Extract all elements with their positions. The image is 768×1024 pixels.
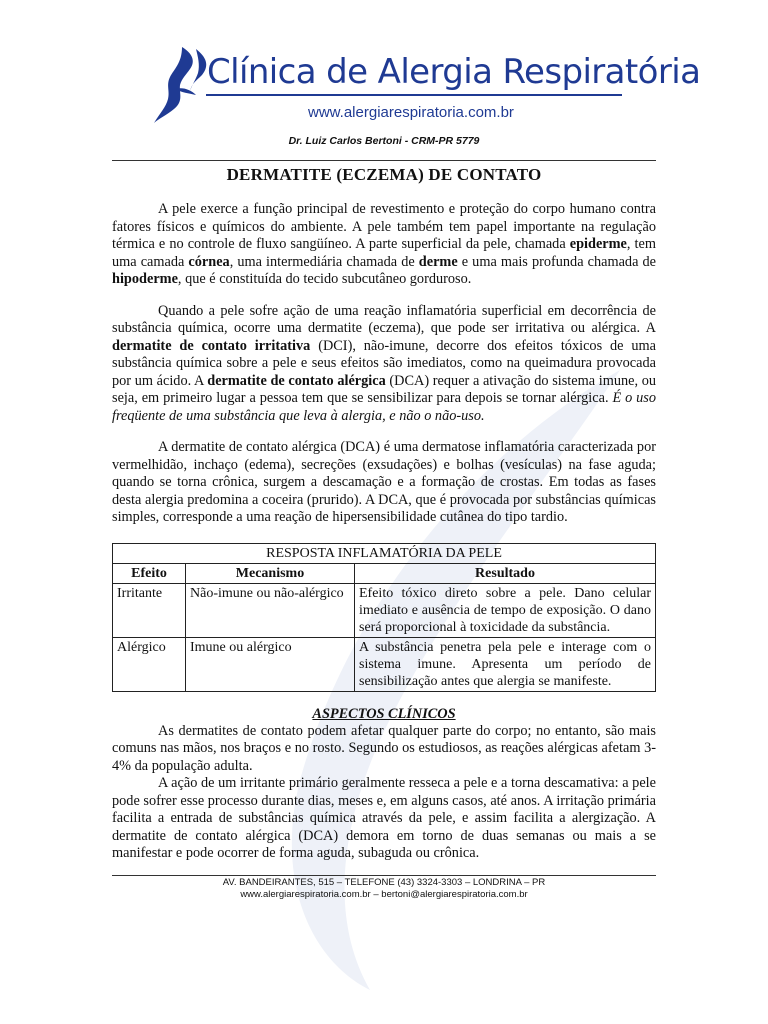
p2-bold-dci: dermatite de contato irritativa [112,337,311,354]
response-table [112,543,656,692]
paragraph-1 [112,201,656,289]
footer [112,877,656,901]
p1-text-5: , que é constituída do tecido subcutâneo gorduroso. [177,271,472,287]
p2-bold-dca: dermatite de contato alérgica [207,372,386,389]
cell-mecanismo: Não-imune ou não-alérgico [186,583,355,637]
cell-efeito: Irritante [113,583,186,637]
p1-text-1: A pele exerce a função principal de revestimento e proteção do corpo humano contra fatores físicos e químicos do ambiente. A pele também tem papel importante na regulação térmica e no controle de fluxo sangüíneo. A parte superficial da pele, chamada [112,201,656,252]
cell-efeito: Alérgico [113,637,186,691]
table-caption-row [113,543,656,563]
p2-italic-note: É o uso freqüente de uma substância que leva à alergia, e não o não-uso. [112,390,656,424]
p2-text-1: Quando a pele sofre ação de uma reação inflamatória superficial em decorrência de substância química, ocorre uma dermatite (eczema), que pode ser irritativa ou alérgica. A [112,302,656,336]
p1-text-2: , tem uma camada [112,236,656,270]
header-divider [112,160,656,161]
table-row [113,637,656,691]
document-title: DERMATITE (ECZEMA) DE CONTATO [226,165,542,184]
table-row [113,583,656,637]
p1-bold-hipoderme: hipoderme [112,271,178,287]
header-efeito: Efeito [113,563,186,583]
p1-text-4: e uma mais profunda chamada de [457,253,656,270]
paragraph-2 [112,303,656,426]
p1-bold-derme: derme [418,253,458,270]
cell-resultado: A substância penetra pela pele e interage com o sistema imune. Apresenta um período de sensibilização antes que alergia se manifeste. [355,637,656,691]
clinic-url: www.alergiarespiratoria.com.br [308,104,514,121]
p1-bold-cornea: córnea [188,253,230,270]
header-mecanismo: Mecanismo [186,563,355,583]
doctor-credentials: Dr. Luiz Carlos Bertoni - CRM-PR 5779 [288,135,480,147]
p1-bold-epiderme: epiderme [569,236,627,252]
clinic-name-underline [206,94,622,96]
letterhead [112,0,701,128]
table-caption: RESPOSTA INFLAMATÓRIA DA PELE [113,543,656,563]
p2-text-2: (DCI), não-imune, decorre dos efeitos tóxicos de uma substância química sobre a pele e seus efeitos são imediatos, como na queimadura provocada por um ácido. A [112,337,656,389]
table-header-row [113,563,656,583]
footer-divider [112,875,656,876]
aspectos-paragraph-2: A ação de um irritante primário geralmente resseca a pele e a torna descamativa: a pele pode sofrer esse processo durante dias, meses e, em alguns casos, até anos. A irritação primária facilita a entrada de substâncias química através da pele, e assim facilita a alergização. A dermatite de contato alérgica (DCA) demora em torno de duas semanas ou mais a se manifestar e pode ocorrer de forma aguda, subaguda ou crônica. [112,775,656,861]
header-resultado: Resultado [355,563,656,583]
aspectos-paragraph-1: As dermatites de contato podem afetar qualquer parte do corpo; no entanto, são mais comuns nas mãos, nos braços e no rosto. Segundo os estudiosos, as reações alérgicas afetam 3-4% da população adulta. [112,722,656,774]
footer-address: AV. BANDEIRANTES, 515 – TELEFONE (43) 3324-3303 – LONDRINA – PR [222,876,546,888]
p2-text-3: (DCA) requer a ativação do sistema imune, ou seja, em primeiro lugar a pessoa tem que se sensibilizar para depois se tornar alérgica. [112,372,656,406]
cell-mecanismo: Imune ou alérgico [186,637,355,691]
clinic-name: Clínica de Alergia Respiratória [207,52,701,92]
paragraph-3: A dermatite de contato alérgica (DCA) é uma dermatose inflamatória caracterizada por vermelhidão, inchaço (edema), secreções (exsudações) e bolhas (vesículas) na fase aguda; quando se torna crônica, surgem a descamação e a formação de crostas. Em todas as fases desta alergia predomina a coceira (prurido). A DCA, que é provocada por substâncias químicas simples, corresponde a uma reação de hipersensibilidade cutânea do tipo tardio. [112,439,656,525]
section-heading-aspectos: ASPECTOS CLÍNICOS [312,705,456,722]
p1-text-3: , uma intermediária chamada de [229,253,419,270]
footer-contacts: www.alergiarespiratoria.com.br – bertoni@alergiarespiratoria.com.br [240,888,528,900]
cell-resultado: Efeito tóxico direto sobre a pele. Dano celular imediato e ausência de tempo de exposição. O dano será proporcional à toxicidade da substância. [355,583,656,637]
runner-logo-icon [152,45,214,125]
